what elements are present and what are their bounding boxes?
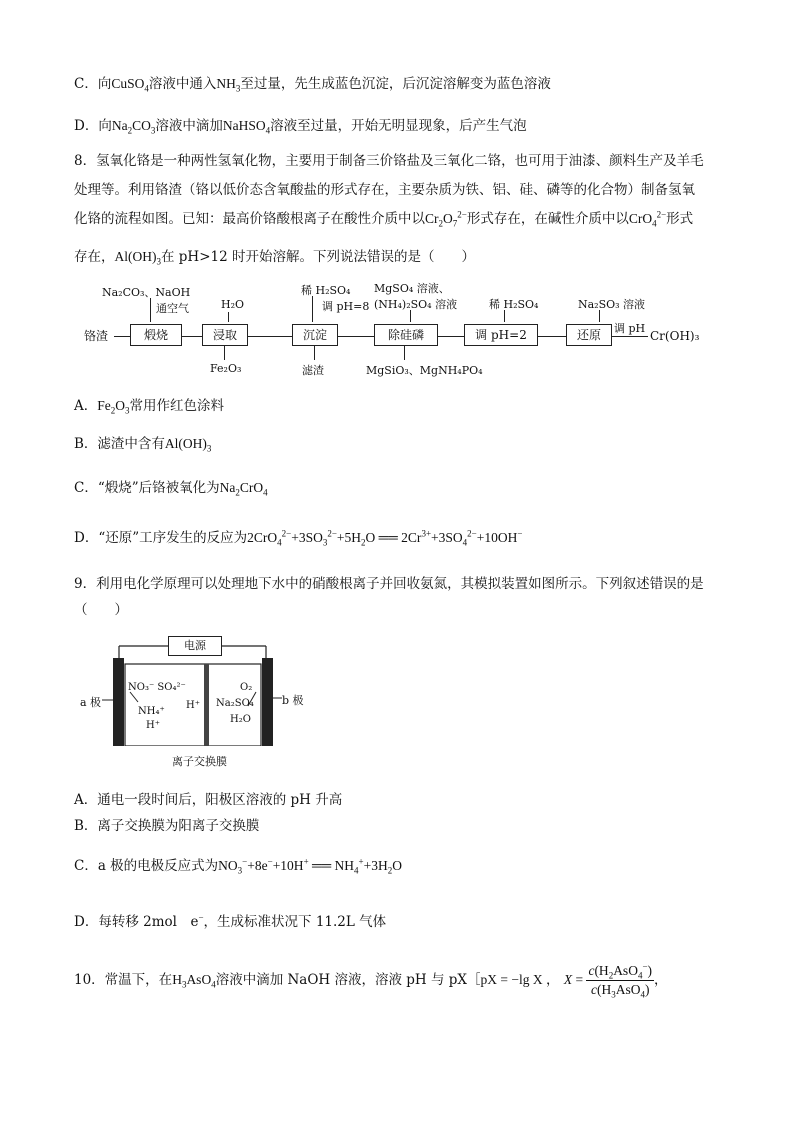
q8-stem-line4: 存在，$Al(OH)_3$在 pH>12 时开始溶解。下列说法错误的是（ ） bbox=[74, 249, 475, 267]
right-species-1: O₂ bbox=[240, 682, 253, 693]
left-ions-3: H⁺ bbox=[146, 720, 160, 731]
q8-option-c: C．“煅烧”后铬被氧化为$Na_2CrO_4$ bbox=[74, 480, 268, 498]
flow-input-4a: MgSO₄ 溶液、 bbox=[374, 282, 450, 295]
flow-input-2: H₂O bbox=[221, 298, 245, 311]
q8-flow-diagram bbox=[84, 278, 724, 378]
flow-output-4: MgSiO₃、MgNH₄PO₄ bbox=[366, 364, 483, 377]
flow-input-6: Na₂SO₃ 溶液 bbox=[578, 298, 646, 311]
flow-start: 铬渣 bbox=[84, 329, 109, 343]
flow-step-6: 还原 bbox=[566, 324, 612, 346]
flow-input-3a: 稀 H₂SO₄ bbox=[301, 284, 351, 297]
flow-step-3: 沉淀 bbox=[292, 324, 338, 346]
power-source: 电源 bbox=[168, 636, 222, 656]
q8-stem-line1: 8．氢氧化铬是一种两性氢氧化物，主要用于制备三价铬盐及三氧化二铬，也可用于油漆、颜料生产及羊毛 bbox=[74, 153, 704, 169]
electrode-a-label: a 极 bbox=[80, 696, 102, 709]
q9-option-a: A．通电一段时间后，阳极区溶液的 pH 升高 bbox=[74, 792, 343, 808]
flow-end: Cr(OH)₃ bbox=[650, 329, 700, 343]
q10-stem: 10．常温下，在$H_3AsO_4$溶液中滴加 NaOH 溶液，溶液 pH 与 pX［pX = −lg X ， X = $c(H_2AsO_4^-)$ $c(H_3AsO_4)$ ， bbox=[74, 961, 668, 1000]
q7-option-d: D．向$Na_2CO_3$溶液中滴加NaHSO$_4$溶液至过量，开始无明显现象，后产生气泡 bbox=[74, 118, 527, 136]
q9-stem: 9．利用电化学原理可以处理地下水中的硝酸根离子并回收氨氮，其模拟装置如图所示。下列叙述错误的是 bbox=[74, 576, 704, 592]
q8-stem-line3: 化铬的流程如图。已知：最高价铬酸根离子在酸性介质中以$Cr_2O_7^{2-}$形式存在，在碱性介质中以CrO$_4^{2-}$形式 bbox=[74, 209, 694, 229]
flow-step-4: 除硅磷 bbox=[374, 324, 438, 346]
q8-stem-line2: 处理等。利用铬渣（铬以低价态含氧酸盐的形式存在，主要杂质为铁、铝、硅、磷等的化合物）制备氢氧 bbox=[74, 182, 695, 198]
flow-step-1: 煅烧 bbox=[130, 324, 182, 346]
q9-option-b: B．离子交换膜为阳离子交换膜 bbox=[74, 818, 260, 834]
q9-paren: （ ） bbox=[74, 602, 128, 618]
flow-input-5: 稀 H₂SO₄ bbox=[489, 298, 539, 311]
q8-option-a: A．$Fe_2O_3$常用作红色涂料 bbox=[74, 398, 224, 416]
flow-output-3: 滤渣 bbox=[302, 364, 324, 377]
q9-option-c: C．a 极的电极反应式为$NO_3^-+8e^-+10H^+$ ══ $NH_4^++3H_2O$ bbox=[74, 856, 402, 876]
electrode-b-label: b 极 bbox=[282, 694, 304, 707]
left-ions-1: NO₃⁻ SO₄²⁻ bbox=[128, 682, 186, 693]
right-species-3: H₂O bbox=[230, 714, 251, 725]
flow-output-2: Fe₂O₃ bbox=[210, 362, 242, 375]
q9-option-d: D．每转移 2mol e−，生成标准状况下 11.2L 气体 bbox=[74, 912, 387, 930]
flow-step-2: 浸取 bbox=[202, 324, 248, 346]
flow-input-7: 调 pH bbox=[614, 322, 646, 335]
left-ions-2: NH₄⁺ bbox=[138, 706, 165, 717]
mid-ion: H⁺ bbox=[186, 700, 200, 711]
flow-step-5: 调 pH=2 bbox=[464, 324, 538, 346]
flow-input-4b: (NH₄)₂SO₄ 溶液 bbox=[374, 298, 458, 311]
q9-cell-diagram bbox=[80, 632, 310, 746]
flow-input-3b: 调 pH=8 bbox=[322, 300, 370, 313]
right-species-2: Na₂SO₄ bbox=[216, 698, 254, 709]
q8-option-b: B．滤渣中含有$Al(OH)_3$ bbox=[74, 436, 212, 454]
flow-input-1a: Na₂CO₃、NaOH bbox=[102, 286, 191, 299]
q8-option-d: D．“还原”工序发生的反应为$2CrO_4^{2-}+3SO_3^{2-}+5H_2O$ ══ $2Cr^{3+}+3SO_4^{2-}+10OH^-$ bbox=[74, 528, 523, 548]
membrane-label: 离子交换膜 bbox=[172, 755, 227, 768]
flow-input-1b: 通空气 bbox=[156, 302, 189, 315]
q10-fraction: $c(H_2AsO_4^-)$ $c(H_3AsO_4)$ bbox=[588, 961, 653, 1000]
q7-option-c: C．向CuSO$_4$溶液中通入$NH_3$至过量，先生成蓝色沉淀，后沉淀溶解变为蓝色溶液 bbox=[74, 76, 551, 94]
